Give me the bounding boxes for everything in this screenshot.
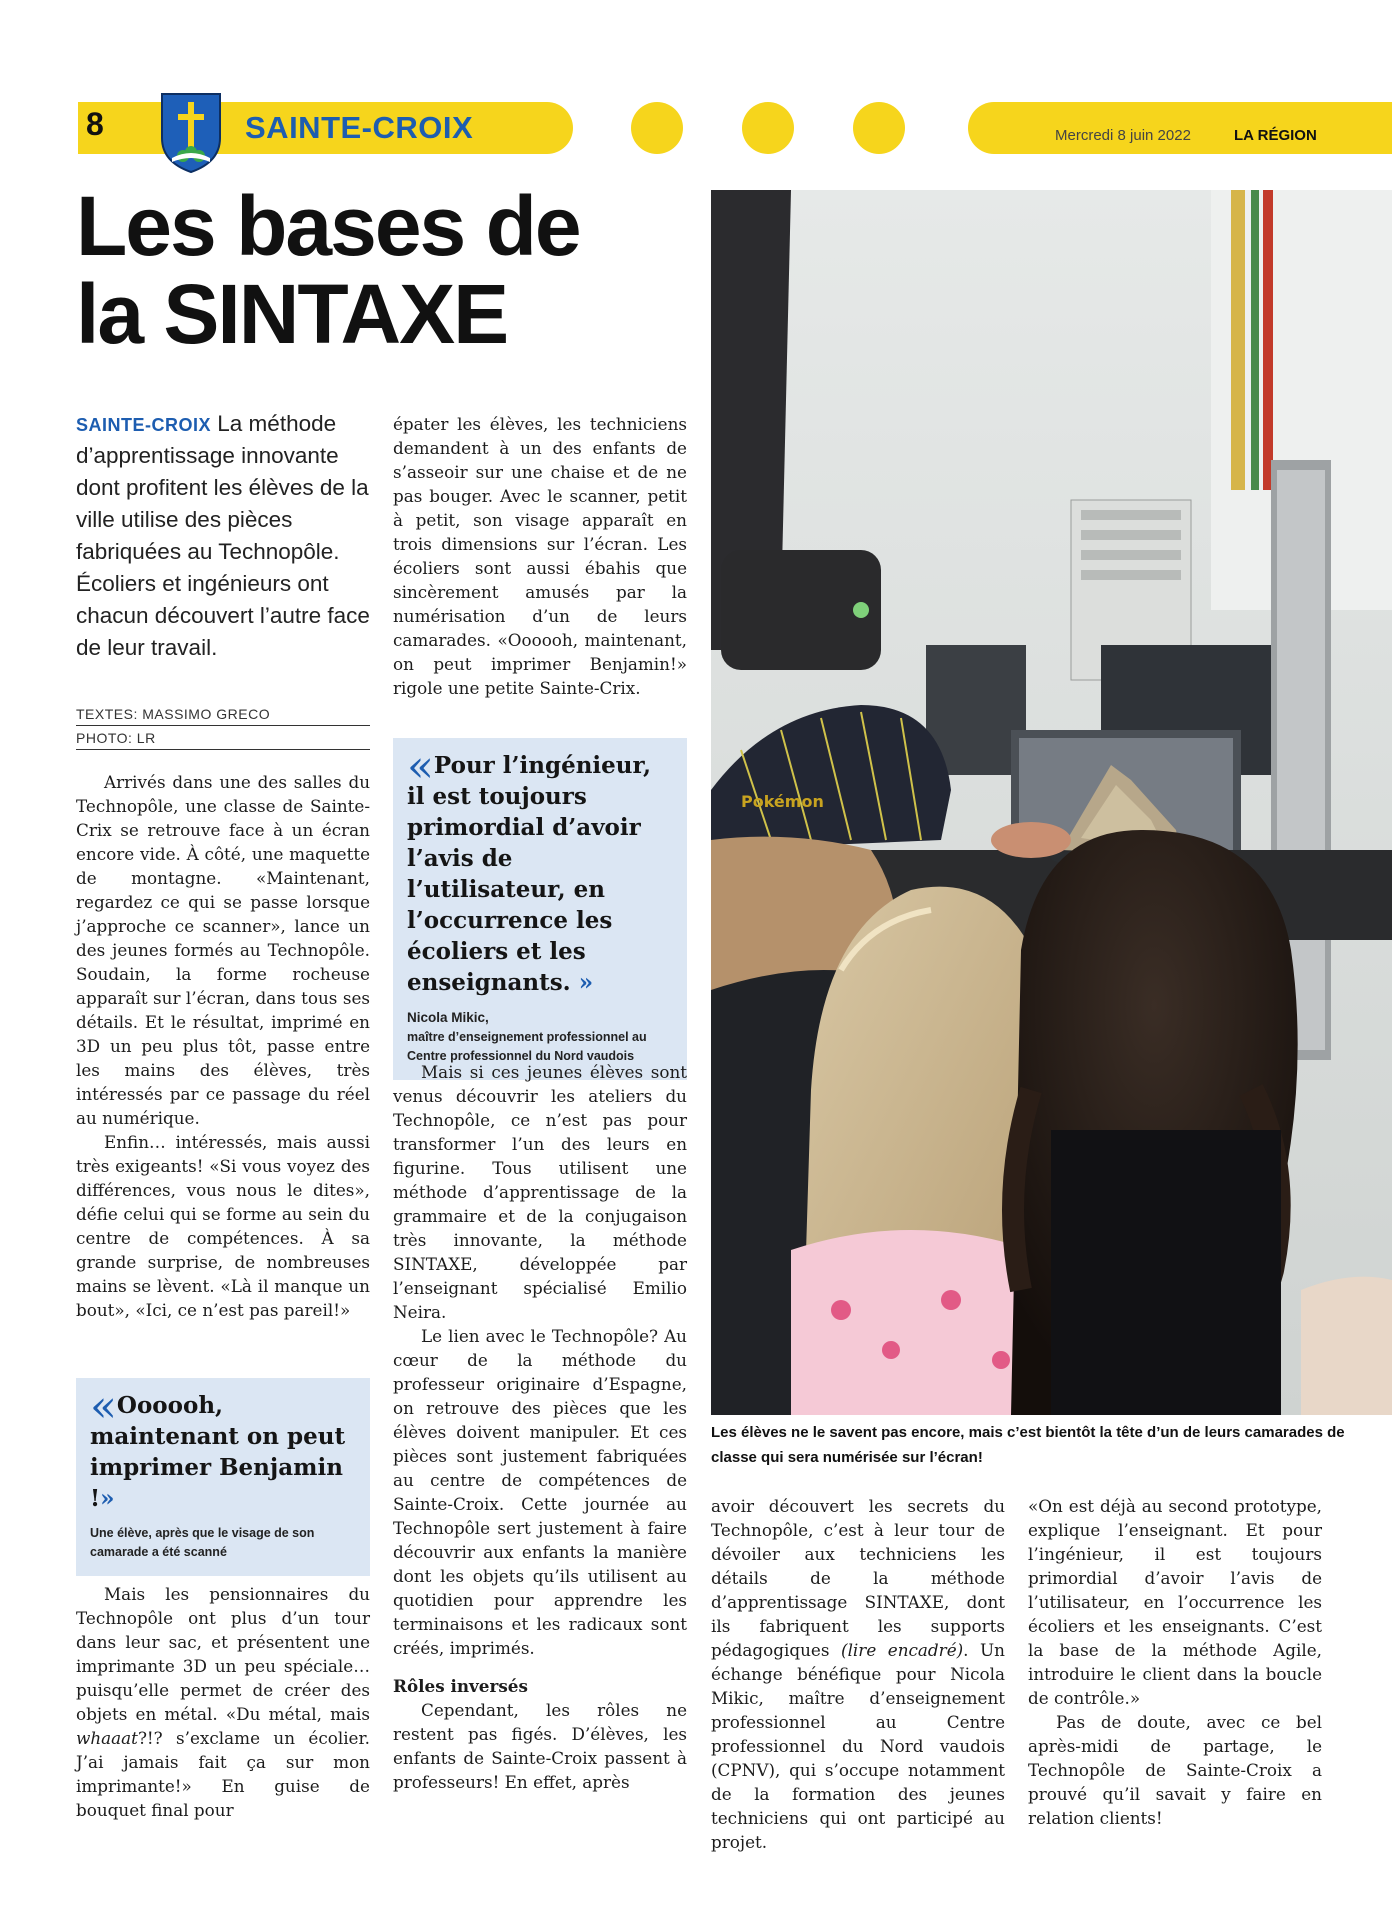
quote-source	[407, 1008, 673, 1066]
quote-close-mark: »	[578, 969, 594, 996]
paragraph: Cependant, les rôles ne restent pas figés. D’élèves, les enfants de Sainte-Croix passent à professeurs! En effet, après	[393, 1700, 687, 1792]
headline-line-1: Les bases de	[76, 179, 580, 273]
headline-line-2: la SINTAXE	[76, 267, 508, 361]
lead-text: La méthode d’apprentissage innovante dont profitent les élèves de la ville utilise des pièces fabriquées au Technopôle. Écoliers et ingénieurs ont chacun découvert l’autre face de leur travail.	[76, 411, 370, 660]
decor-dot	[631, 102, 683, 154]
quote-text: «Pour l’ingénieur, il est toujours primordial d’avoir l’avis de l’utilisateur, en l’occurrence les écoliers et les enseignants. »	[407, 741, 651, 996]
subheading: Rôles inversés	[393, 1676, 528, 1696]
credit-texts: TEXTES: MASSIMO GRECO	[76, 702, 370, 726]
quote-open-mark: «	[90, 1381, 117, 1432]
pull-quote-engineer	[393, 738, 687, 1080]
decor-dot	[742, 102, 794, 154]
article-photo	[711, 190, 1392, 1415]
pull-quote-pupil	[76, 1378, 370, 1576]
text-column-4	[1028, 1494, 1322, 1830]
publication-date: Mercredi 8 juin 2022	[1055, 127, 1191, 144]
quote-source-role: maître d’enseignement professionnel au Centre professionnel du Nord vaudois	[407, 1030, 647, 1063]
cap-logo-text: Pokémon	[741, 792, 824, 811]
classroom-photo-illustration	[711, 190, 1392, 1415]
quote-open-mark: «	[407, 741, 434, 792]
text-column-3	[711, 1494, 1005, 1854]
newspaper-name: LA RÉGION	[1234, 127, 1317, 144]
text-column-2	[393, 412, 687, 700]
page-number: 8	[86, 106, 104, 142]
quote-text: «Oooooh, maintenant on peut imprimer Benjamin !»	[90, 1381, 346, 1512]
quote-close-mark: »	[100, 1485, 115, 1512]
section-name: SAINTE-CROIX	[245, 110, 474, 145]
article-lead	[76, 408, 372, 664]
paragraph: Pas de doute, avec ce bel après-midi de partage, le Technopôle de Sainte-Croix a prouvé qu’il savait y faire en relation clients!	[1028, 1712, 1322, 1828]
paragraph: «On est déjà au second prototype, explique l’enseignant. Et pour l’ingénieur, il est toujours primordial d’avoir l’avis de l’utilisateur, en l’occurrence les écoliers et les enseignants. C’est la base de la méthode Agile, introduire le client dans la boucle de contrôle.»	[1028, 1496, 1322, 1708]
lead-kicker: SAINTE-CROIX	[76, 415, 212, 435]
text-column-2-continued	[393, 1060, 687, 1794]
paragraph: Mais si ces jeunes élèves sont venus découvrir les ateliers du Technopôle, ce n’est pas pour transformer l’un des leurs en figurine. Tous utilisent une méthode d’apprentissage de la grammaire et de la conjugaison très innovante, la méthode SINTAXE, développée par l’enseignant spécialisé Emilio Neira.	[393, 1062, 687, 1322]
paragraph: avoir découvert les secrets du Technopôle, c’est à leur tour de dévoiler aux techniciens les détails de la méthode d’apprentissage SINTAXE, dont ils fabriquent les supports pédagogiques (lire encadré). Un échange bénéfique pour Nicola Mikic, maître d’enseignement professionnel au Centre professionnel du Nord vaudois (CPNV), qui s’occupe notamment de la formation des jeunes techniciens qui ont participé au projet.	[711, 1496, 1005, 1852]
sainte-croix-crest-icon	[158, 90, 224, 174]
text-column-1-continued	[76, 1582, 370, 1822]
quote-source-name: Nicola Mikic,	[407, 1010, 489, 1025]
paragraph: épater les élèves, les techniciens demandent à un des enfants de s’asseoir sur une chaise et de ne pas bouger. Avec le scanner, petit à petit, son visage apparaît en trois dimensions sur l’écran. Les écoliers sont aussi ébahis que sincèrement amusés par la numérisation d’un de leurs camarades. «Oooooh, maintenant, on peut imprimer Benjamin!» rigole une petite Sainte-Crix.	[393, 414, 687, 698]
paragraph: Arrivés dans une des salles du Technopôle, une classe de Sainte-Crix se retrouve face à un écran encore vide. À côté, une maquette de montagne. «Maintenant, regardez ce qui se passe lorsque j’approche ce scanner», lance un des jeunes formés au Technopôle. Soudain, la forme rocheuse apparaît sur l’écran, dans tous ses détails. Et le résultat, imprimé en 3D un peu plus tôt, passe entre les mains des élèves, très intéressés par ce passage du réel au numérique.	[76, 772, 370, 1128]
text-column-1	[76, 770, 370, 1322]
paragraph: Enfin… intéressés, mais aussi très exigeants! «Si vous voyez des différences, vous nous le dites», défie celui qui se forme au sein du centre de compétences. À sa grande surprise, de nombreuses mains se lèvent. «Là il manque un bout», «Ici, ce n’est pas pareil!»	[76, 1132, 370, 1320]
credit-photo: PHOTO: LR	[76, 726, 370, 750]
photo-caption: Les élèves ne le savent pas encore, mais c’est bientôt la tête d’un de leurs camarades de classe qui sera numérisée sur l’écran!	[711, 1424, 1345, 1466]
article-credits	[76, 702, 370, 750]
decor-dot	[853, 102, 905, 154]
paragraph: Mais les pensionnaires du Technopôle ont plus d’un tour dans leur sac, et présentent une imprimante 3D un peu spéciale… puisqu’elle permet de créer des objets en métal. «Du métal, mais whaaat?!? s’exclame un écolier. J’ai jamais fait ça sur mon imprimante!» En guise de bouquet final pour	[76, 1584, 370, 1820]
paragraph: Le lien avec le Technopôle? Au cœur de la méthode du professeur originaire d’Espagne, on retrouve des pièces que les élèves doivent manipuler. Et ces pièces sont justement fabriquées au centre de compétences de Sainte-Croix. Cette journée au Technopôle sert justement à faire découvrir aux enfants la manière dont les objets qu’ils utilisent au quotidien pour apprendre les terminaisons et les radicaux sont créés, imprimés.	[393, 1326, 687, 1658]
article-headline	[76, 179, 696, 361]
quote-source: Une élève, après que le visage de son camarade a été scanné	[90, 1526, 315, 1559]
